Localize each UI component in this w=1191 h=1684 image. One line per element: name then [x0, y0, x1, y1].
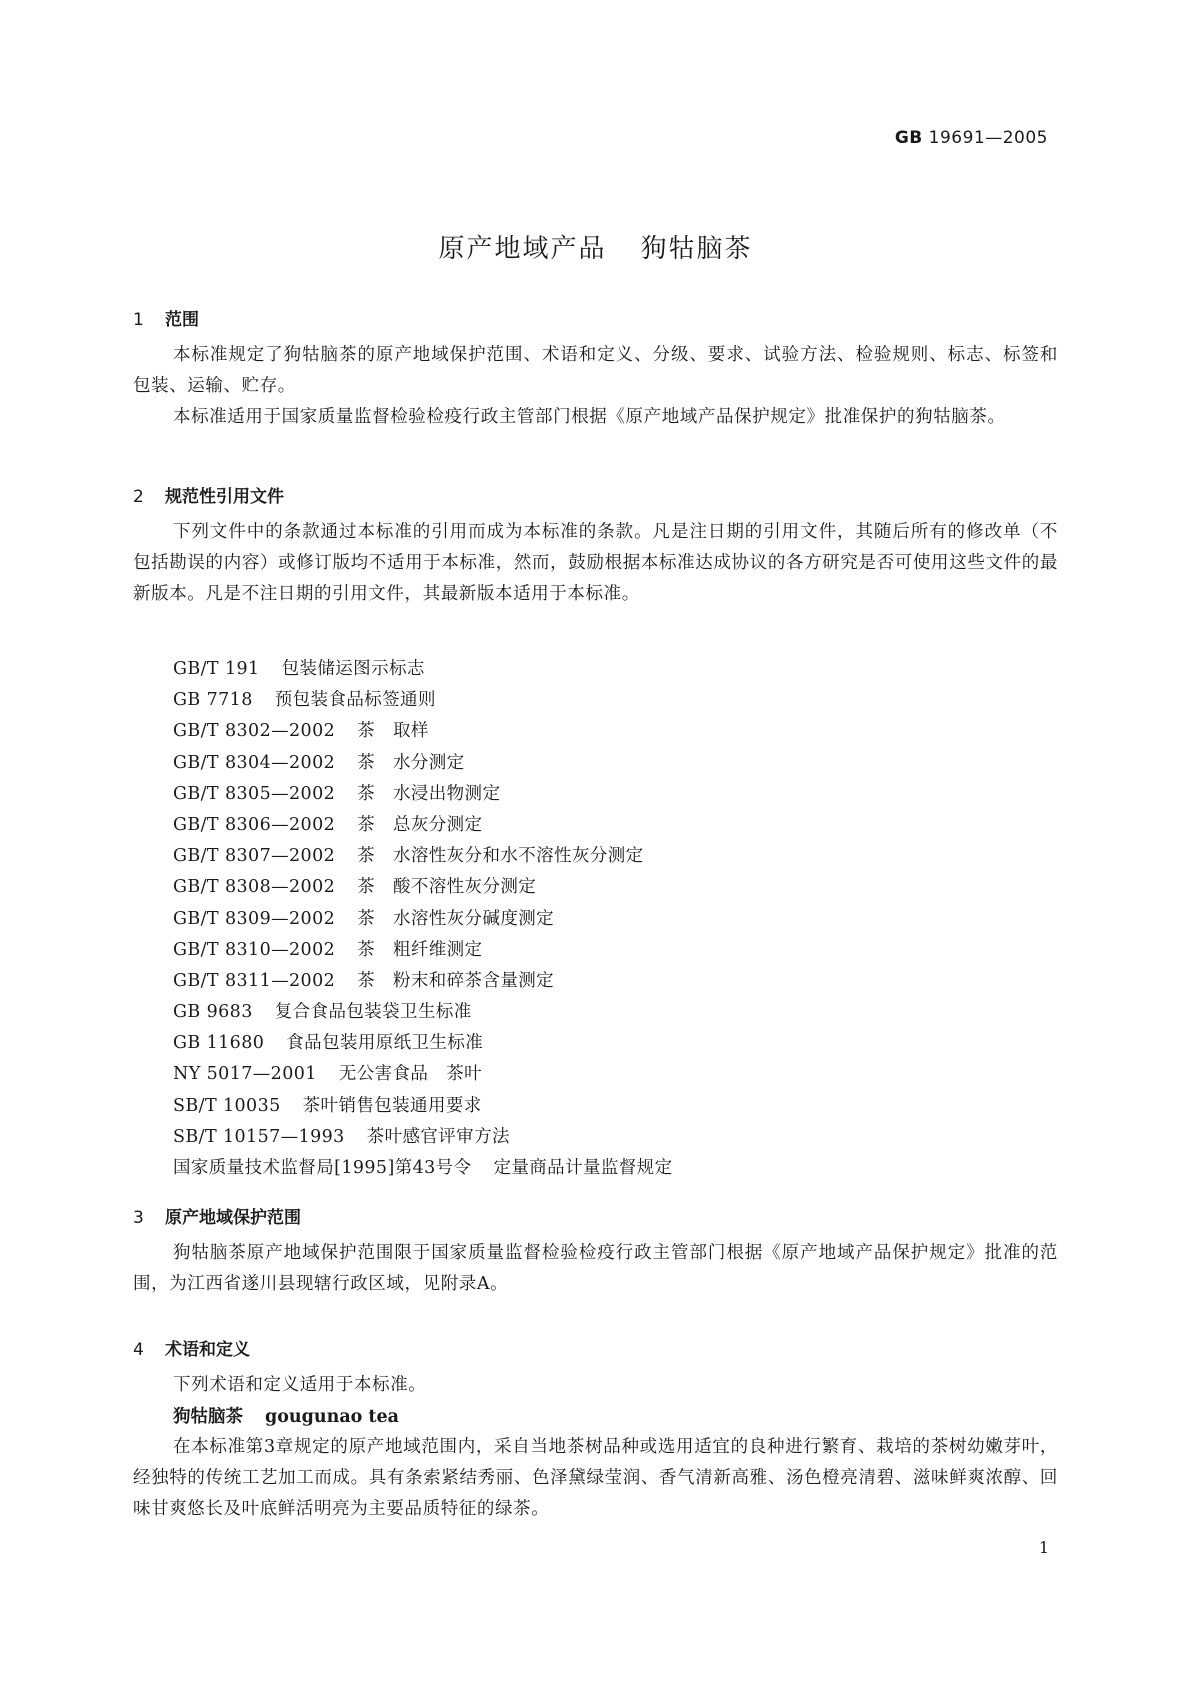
reference-title: 复合食品包装袋卫生标准: [274, 1002, 472, 1023]
reference-code: GB/T 8302—2002: [173, 721, 336, 742]
reference-title: 定量商品计量监督规定: [493, 1158, 673, 1178]
reference-title: 茶 水溶性灰分碱度测定: [357, 908, 555, 929]
reference-title: 无公害食品 茶叶: [338, 1064, 483, 1085]
section-number: 2: [133, 487, 144, 507]
reference-code: SB/T 10035: [173, 1095, 281, 1116]
reference-title: 茶叶感官评审方法: [366, 1126, 510, 1147]
reference-item: [173, 1122, 672, 1153]
reference-code: GB/T 8309—2002: [173, 908, 336, 929]
reference-item: [173, 810, 672, 841]
reference-item: [173, 1059, 672, 1090]
reference-title: 食品包装用原纸卫生标准: [286, 1033, 484, 1054]
reference-title: 茶 总灰分测定: [357, 814, 483, 835]
reference-code: GB 9683: [173, 1002, 253, 1023]
reference-item: [173, 685, 672, 716]
section-2-paragraph-1: 下列文件中的条款通过本标准的引用而成为本标准的条款。凡是注日期的引用文件，其随后所有的修改单（不包括勘误的内容）或修订版均不适用于本标准，然而，鼓励根据本标准达成协议的各方研究是否可使用这些文件的最新版本。凡是不注日期的引用文件，其最新版本适用于本标准。: [133, 522, 1058, 604]
reference-code: GB/T 191: [173, 659, 260, 679]
reference-code: GB/T 8305—2002: [173, 783, 336, 804]
reference-item: [173, 779, 672, 810]
term-chinese: 狗牯脑茶: [173, 1407, 243, 1427]
section-title: 范围: [165, 310, 199, 330]
standard-code: 19691—2005: [928, 128, 1048, 148]
term-definition: 在本标准第3章规定的原产地域范围内，采自当地茶树品种或选用适宜的良种进行繁育、栽培的茶树幼嫩芽叶，经独特的传统工艺加工而成。具有条索紧结秀丽、色泽黛绿莹润、香气清新高雅、汤色橙亮清碧、滋味鲜爽浓醇、回味甘爽悠长及叶底鲜活明亮为主要品质特征的绿茶。: [133, 1437, 1058, 1519]
reference-code: GB 11680: [173, 1033, 265, 1054]
reference-title: 茶 粉末和碎茶含量测定: [357, 970, 555, 991]
reference-item: [173, 997, 672, 1028]
reference-title: 茶叶销售包装通用要求: [302, 1095, 482, 1116]
reference-title: 预包装食品标签通则: [274, 690, 436, 711]
reference-code: 国家质量技术监督局[1995]第43号令: [173, 1158, 472, 1178]
section-4-heading: [133, 1335, 250, 1360]
section-title: 术语和定义: [165, 1340, 250, 1360]
reference-code: GB 7718: [173, 690, 253, 711]
reference-title: 包装储运图示标志: [281, 659, 425, 679]
reference-title: 茶 水分测定: [357, 752, 465, 773]
normative-reference-list: [173, 654, 672, 1184]
reference-item: [173, 716, 672, 747]
reference-code: GB/T 8307—2002: [173, 846, 336, 867]
section-number: 3: [133, 1208, 144, 1228]
page-number: 1: [1038, 1538, 1049, 1557]
document-title: [0, 228, 1191, 265]
section-title: 原产地域保护范围: [165, 1208, 301, 1228]
reference-item: [173, 654, 672, 685]
section-1-heading: [133, 305, 199, 330]
reference-item: [173, 1153, 672, 1184]
reference-code: GB/T 8311—2002: [173, 970, 336, 991]
reference-code: GB/T 8308—2002: [173, 877, 336, 898]
title-part-2: 狗牯脑茶: [640, 234, 753, 264]
reference-title: 茶 水溶性灰分和水不溶性灰分测定: [357, 846, 644, 867]
section-1-paragraph-2: 本标准适用于国家质量监督检验检疫行政主管部门根据《原产地域产品保护规定》批准保护的狗牯脑茶。: [173, 407, 1006, 427]
section-number: 4: [133, 1340, 144, 1360]
term-english: gougunao tea: [265, 1407, 399, 1427]
reference-code: SB/T 10157—1993: [173, 1126, 345, 1147]
standard-number: [895, 128, 1048, 148]
reference-item: [173, 748, 672, 779]
reference-item: [173, 1091, 672, 1122]
reference-item: [173, 904, 672, 935]
title-part-1: 原产地域产品: [438, 234, 607, 264]
section-4-paragraph-1: 下列术语和定义适用于本标准。: [173, 1375, 427, 1395]
reference-code: GB/T 8310—2002: [173, 939, 336, 960]
reference-title: 茶 粗纤维测定: [357, 939, 483, 960]
reference-title: 茶 酸不溶性灰分测定: [357, 877, 537, 898]
section-1-paragraph-1: 本标准规定了狗牯脑茶的原产地域保护范围、术语和定义、分级、要求、试验方法、检验规则、标志、标签和包装、运输、贮存。: [133, 345, 1058, 396]
reference-code: GB/T 8306—2002: [173, 814, 336, 835]
reference-title: 茶 取样: [357, 721, 429, 742]
reference-item: [173, 1028, 672, 1059]
reference-item: [173, 872, 672, 903]
section-title: 规范性引用文件: [165, 487, 284, 507]
section-3-paragraph-1: 狗牯脑茶原产地域保护范围限于国家质量监督检验检疫行政主管部门根据《原产地域产品保护规定》批准的范围，为江西省遂川县现辖行政区域，见附录A。: [133, 1243, 1058, 1294]
reference-item: [173, 966, 672, 997]
section-3-heading: [133, 1203, 301, 1228]
reference-item: [173, 841, 672, 872]
reference-code: GB/T 8304—2002: [173, 752, 336, 773]
section-number: 1: [133, 310, 144, 330]
reference-item: [173, 935, 672, 966]
reference-title: 茶 水浸出物测定: [357, 783, 501, 804]
reference-code: NY 5017—2001: [173, 1064, 317, 1085]
standard-prefix: GB: [894, 128, 923, 148]
section-2-heading: [133, 482, 284, 507]
term-entry: [173, 1403, 399, 1428]
